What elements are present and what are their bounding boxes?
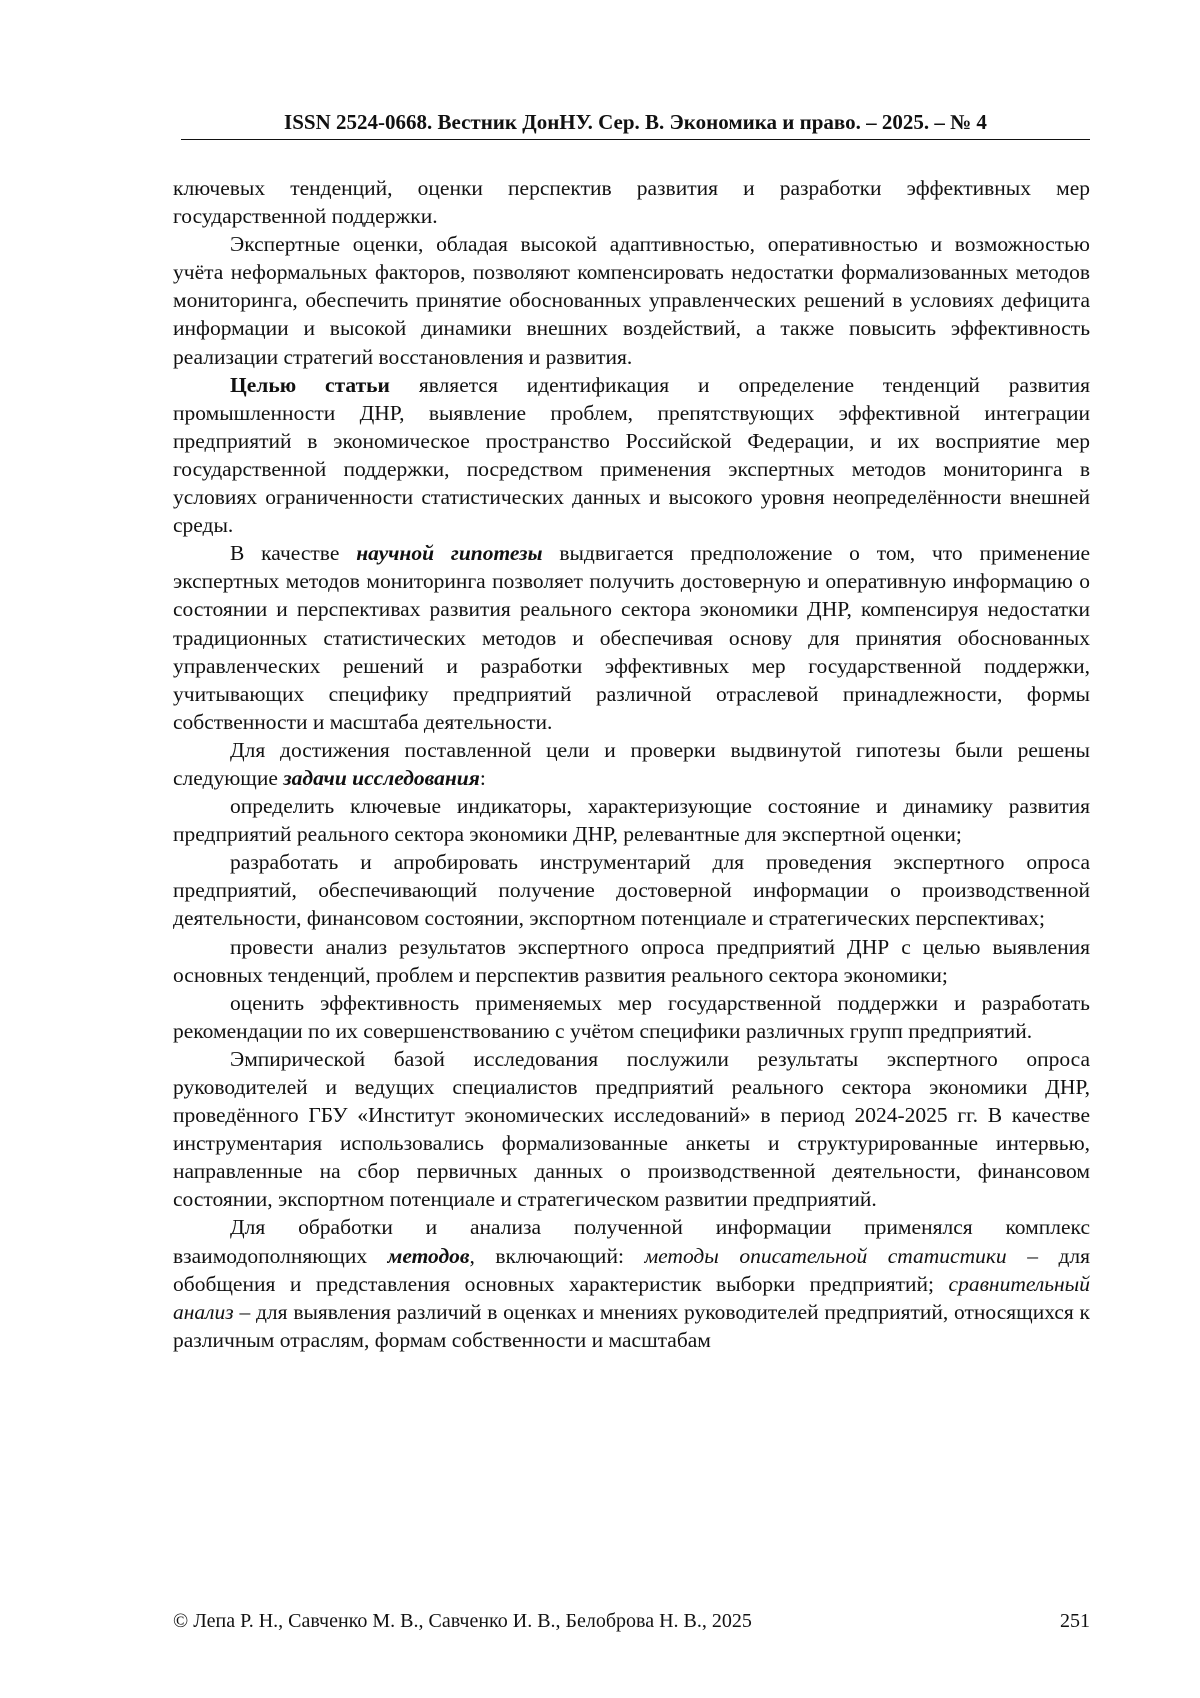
- journal-header: ISSN 2524-0668. Вестник ДонНУ. Сер. В. Экономика и право. – 2025. – № 4: [284, 110, 987, 134]
- copyright-line: © Лепа Р. Н., Савченко М. В., Савченко И. В., Белоброва Н. В., 2025: [173, 1610, 752, 1632]
- method-comparative-analysis: сравнительный анализ: [173, 1271, 1090, 1324]
- paragraph-continuation: ключевых тенденций, оценки перспектив развития и разработки эффективных мер государственной поддержки.: [173, 176, 1090, 229]
- tasks-colon: :: [479, 765, 486, 790]
- paragraph-article-goal: [173, 371, 1090, 540]
- task-item-1: определить ключевые индикаторы, характеризующие состояние и динамику развития предприятий реального сектора экономики ДНР, релевантные для экспертной оценки;: [173, 794, 1090, 847]
- hypothesis-text: выдвигается предположение о том, что применение экспертных методов мониторинга позволяет получить достоверную и оперативную информацию о состоянии и перспективах развития реального сектора экономики ДНР, компенсируя недостатки традиционных статистических методов и обеспечивая основу для принятия обоснованных управленческих решений и разработки эффективных мер государственной поддержки, учитывающих специфику предприятий различной отраслевой принадлежности, формы собственности и масштаба деятельности.: [173, 541, 1091, 734]
- task-item-3: провести анализ результатов экспертного опроса предприятий ДНР с целью выявления основных тенденций, проблем и перспектив развития реального сектора экономики;: [173, 934, 1090, 987]
- term-methods: методов: [387, 1243, 470, 1268]
- paragraph-tasks-intro: [173, 736, 1090, 792]
- methods-tail: – для выявления различий в оценках и мнениях руководителей предприятий, относящихся к различным отраслям, формам собственности и масштабам: [173, 1299, 1090, 1352]
- method-descriptive-statistics: методы описательной статистики: [644, 1243, 1007, 1268]
- hypothesis-intro: В качестве: [230, 541, 357, 566]
- methods-joiner-1: , включающий:: [469, 1243, 645, 1268]
- paragraph-methods: [173, 1213, 1090, 1353]
- term-research-tasks: задачи исследования: [283, 765, 480, 790]
- paragraph-expert-assessments: Экспертные оценки, обладая высокой адаптивностью, оперативностью и возможностью учёта неформальных факторов, позволяют компенсировать недостатки формализованных методов мониторинга, обеспечить принятие обоснованных управленческих решений в условиях дефицита информации и высокой динамики внешних воздействий, а также повысить эффективность реализации стратегий восстановления и развития.: [173, 232, 1090, 369]
- page-footer: [173, 1608, 1090, 1634]
- task-item-4: оценить эффективность применяемых мер государственной поддержки и разработать рекомендации по их совершенствованию с учётом специфики различных групп предприятий.: [173, 990, 1090, 1043]
- article-body: [173, 174, 1090, 1354]
- paragraph-empirical-base: Эмпирической базой исследования послужили результаты экспертного опроса руководителей и ведущих специалистов предприятий реального сектора экономики ДНР, проведённого ГБУ «Институт экономических исследований» в период 2024-2025 гг. В качестве инструментария использовались формализованные анкеты и структурированные интервью, направленные на сбор первичных данных о производственной деятельности, финансовом состоянии, экспортном потенциале и стратегическом развитии предприятий.: [173, 1046, 1090, 1212]
- header-rule: [181, 139, 1090, 140]
- tasks-intro: Для достижения поставленной цели и проверки выдвинутой гипотезы были решены следующие: [173, 737, 1090, 790]
- task-item-2: разработать и апробировать инструментарий для проведения экспертного опроса предприятий, обеспечивающий получение достоверной информации о производственной деятельности, финансовом состоянии, экспортном потенциале и стратегических перспективах;: [173, 850, 1090, 931]
- goal-text: является идентификация и определение тенденций развития промышленности ДНР, выявление проблем, препятствующих эффективной интеграции предприятий в экономическое пространство Российской Федерации, и их восприятие мер государственной поддержки, посредством применения экспертных методов мониторинга в условиях ограниченности статистических данных и высокого уровня неопределённости внешней среды.: [173, 372, 1090, 538]
- paragraph-hypothesis: [173, 539, 1090, 736]
- term-article-goal: Целью статьи: [230, 372, 390, 397]
- term-hypothesis: научной гипотезы: [356, 541, 543, 566]
- methods-joiner-2: – для обобщения и представления основных характеристик выборки предприятий;: [173, 1243, 1090, 1296]
- methods-intro: Для обработки и анализа полученной информации применялся комплекс взаимодополняющих: [173, 1215, 1090, 1268]
- page-number: 251: [1060, 1610, 1090, 1632]
